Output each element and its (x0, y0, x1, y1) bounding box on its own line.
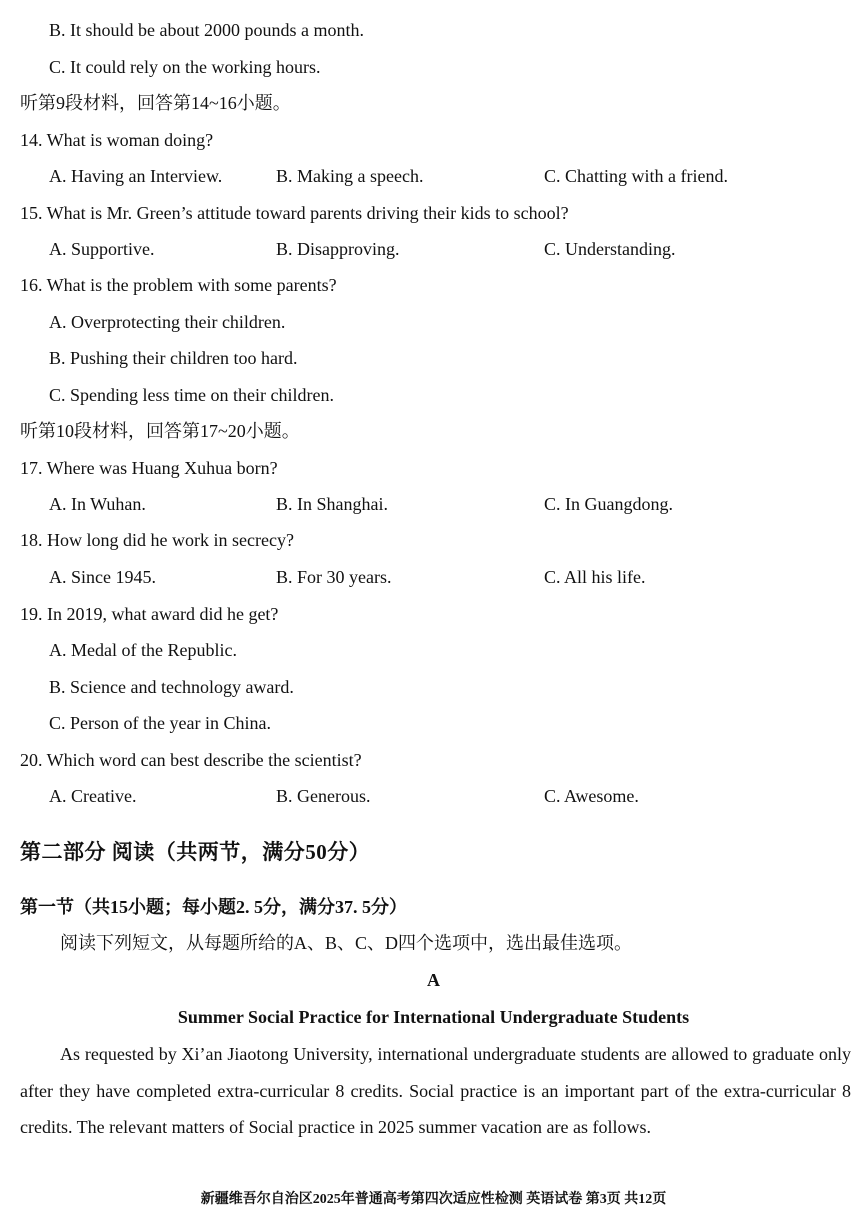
q16-option-c: C. Spending less time on their children. (49, 385, 334, 405)
q14-option-a: A. Having an Interview. (49, 166, 223, 186)
q17-option-a: A. In Wuhan. (49, 494, 146, 514)
section1-instruction: 阅读下列短文，从每题所给的A、B、C、D四个选项中，选出最佳选项。 (60, 933, 633, 953)
q15-option-b: B. Disapproving. (276, 239, 400, 259)
question-17-options (0, 493, 867, 515)
q17-option-c: C. In Guangdong. (544, 494, 673, 514)
passage10-heading: 听第10段材料，回答第17~20小题。 (20, 421, 300, 441)
question-18-stem: 18. How long did he work in secrecy? (20, 530, 294, 550)
q18-option-a: A. Since 1945. (49, 567, 156, 587)
q16-option-a: A. Overprotecting their children. (49, 312, 286, 332)
question-15-stem: 15. What is Mr. Green’s attitude toward parents driving their kids to school? (20, 203, 569, 223)
q20-option-c: C. Awesome. (544, 786, 639, 806)
q18-option-c: C. All his life. (544, 567, 646, 587)
question-20-options (0, 785, 867, 807)
passage-title: Summer Social Practice for International Undergraduate Students (177, 1007, 690, 1027)
q19-option-a: A. Medal of the Republic. (49, 640, 237, 660)
question-20-stem: 20. Which word can best describe the scientist? (20, 750, 362, 770)
passage-letter: A (427, 970, 440, 990)
q18-option-b: B. For 30 years. (276, 567, 392, 587)
page-footer: 新疆维吾尔自治区2025年普通高考第四次适应性检测 英语试卷 第3页 共12页 (200, 1192, 667, 1207)
passage-body: As requested by Xi’an Jiaotong University, international undergraduate students are allowed to graduate only after they have completed extra-curricular 8 credits. Social practice is an important part of the extra-curricular 8 credits. The relevant matters of Social practice in 2025 summer vacation are as follows. (20, 1044, 851, 1137)
q20-option-a: A. Creative. (49, 786, 137, 806)
q15-option-a: A. Supportive. (49, 239, 155, 259)
option-c-text: C. It could rely on the working hours. (49, 57, 321, 77)
option-b-text: B. It should be about 2000 pounds a month. (49, 20, 364, 40)
passage9-heading: 听第9段材料，回答第14~16小题。 (20, 93, 291, 113)
question-17-stem: 17. Where was Huang Xuhua born? (20, 458, 278, 478)
q15-option-c: C. Understanding. (544, 239, 676, 259)
q20-option-b: B. Generous. (276, 786, 371, 806)
q14-option-b: B. Making a speech. (276, 166, 424, 186)
question-16-stem: 16. What is the problem with some parents? (20, 275, 337, 295)
question-14-stem: 14. What is woman doing? (20, 130, 214, 150)
question-15-options (0, 238, 867, 260)
q19-option-b: B. Science and technology award. (49, 677, 294, 697)
q19-option-c: C. Person of the year in China. (49, 713, 271, 733)
question-18-options (0, 566, 867, 588)
q16-option-b: B. Pushing their children too hard. (49, 348, 298, 368)
q14-option-c: C. Chatting with a friend. (544, 166, 728, 186)
part2-title: 第二部分 阅读（共两节，满分50分） (20, 840, 371, 864)
question-14-options (0, 165, 867, 187)
question-19-stem: 19. In 2019, what award did he get? (20, 604, 279, 624)
section1-title: 第一节（共15小题；每小题2. 5分，满分37. 5分） (20, 897, 407, 917)
q17-option-b: B. In Shanghai. (276, 494, 388, 514)
